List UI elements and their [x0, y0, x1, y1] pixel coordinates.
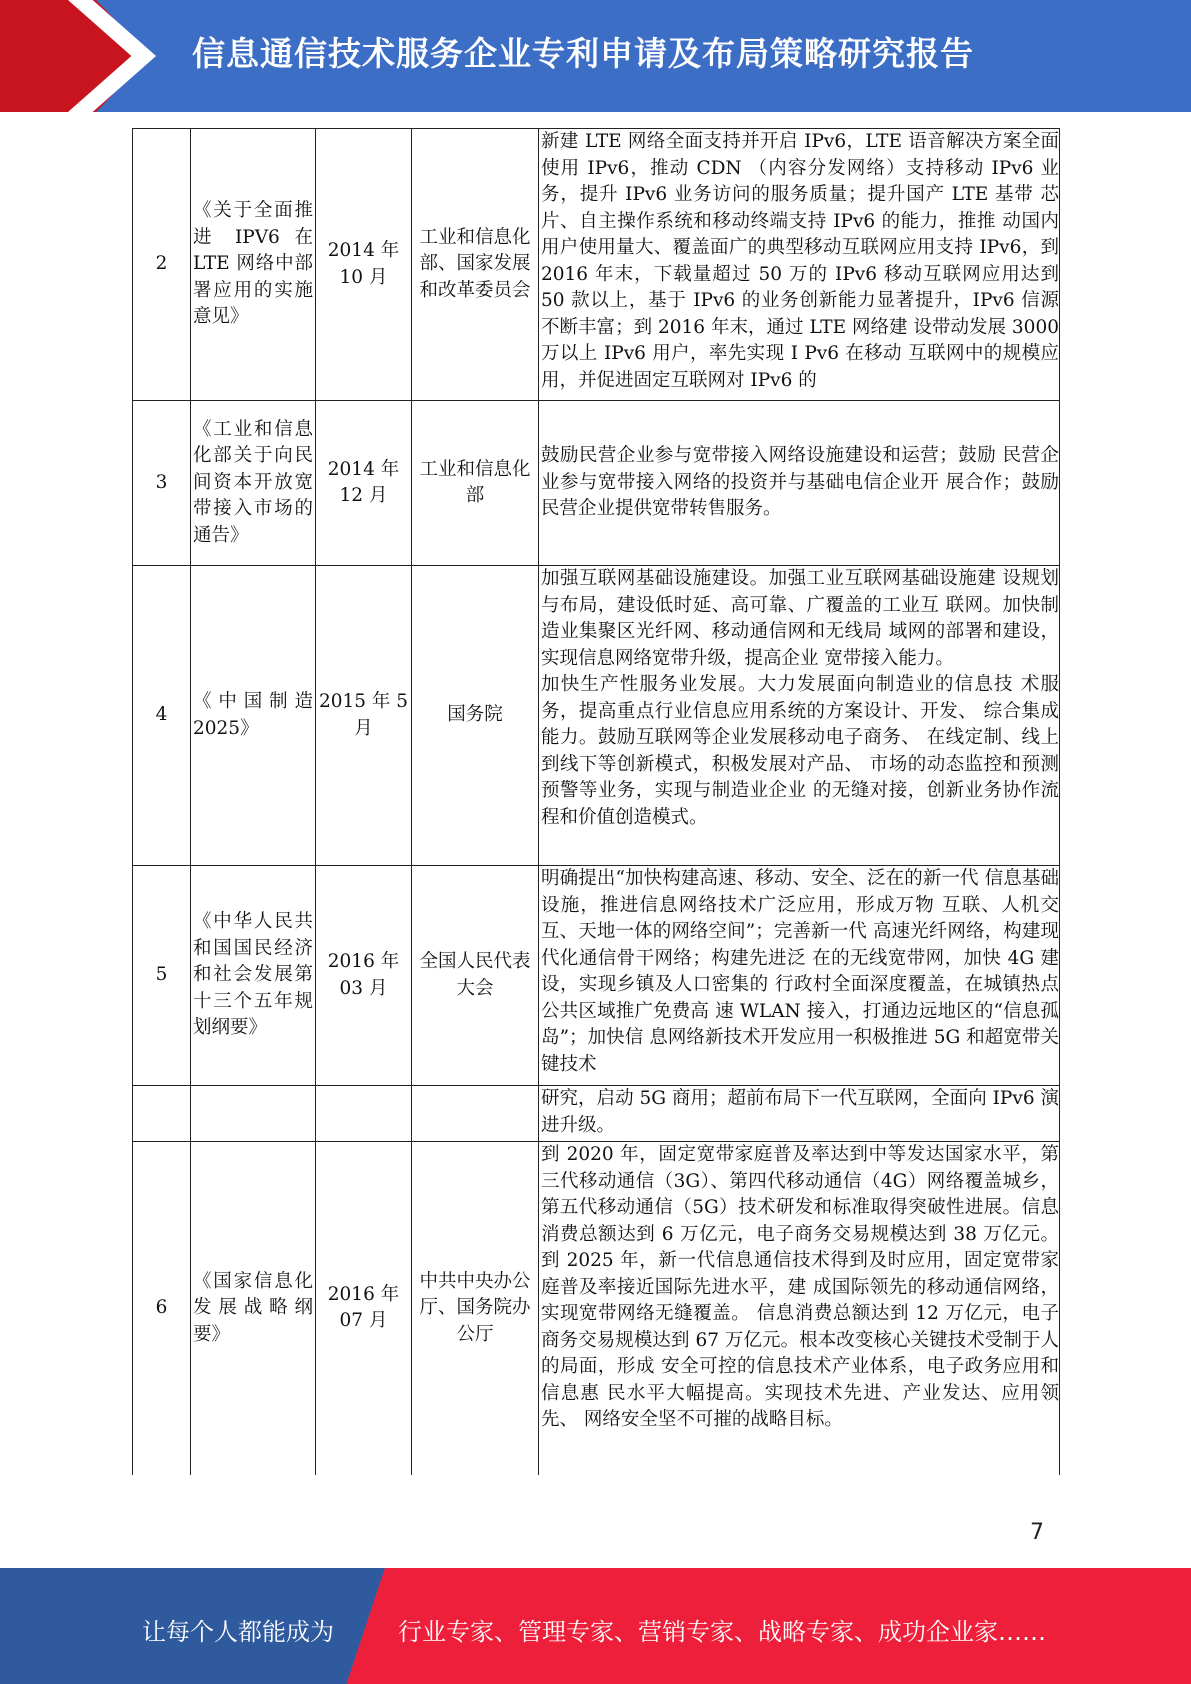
issuing-department: 全国人民代表大会 — [412, 866, 539, 1086]
table-row — [133, 401, 1060, 566]
footer-banner — [0, 1568, 1191, 1684]
header-banner — [0, 0, 1191, 112]
policy-content: 明确提出“加快构建高速、移动、安全、泛在的新一代 信息基础设施，推进信息网络技术广泛应用，形成万物 互联、人机交互、天地一体的网络空间”；完善新一代 高速光纤网络，构建现代化通信骨干网络；构建先进泛 在的无线宽带网，加快 4G 建设，实现乡镇及人口密集的 行政村全面深度覆盖，在城镇热点公共区域推广免费高 速 WLAN 接入，打通边远地区的“信息孤岛”；加快信 息网络新技术开发应用一积极推进 5G 和超宽带关键技术 — [539, 866, 1060, 1086]
policy-title: 《国家信息化发展战略纲要》 — [191, 1142, 316, 1475]
policy-title: 《中华人民共和国国民经济和社会发展第十三个五年规划纲要》 — [191, 866, 316, 1086]
issuing-department: 国务院 — [412, 566, 539, 866]
policy-title: 《关于全面推进 IPV6 在 LTE 网络中部署应用的实施意见》 — [191, 129, 316, 401]
issuing-department: 中共中央办公厅、国务院办公厅 — [412, 1142, 539, 1475]
row-number: 3 — [133, 401, 191, 566]
policy-title — [191, 1086, 316, 1142]
report-title: 信息通信技术服务企业专利申请及布局策略研究报告 — [192, 34, 974, 73]
issue-date: 2014 年 10 月 — [316, 129, 412, 401]
page-number: 7 — [1030, 1520, 1044, 1545]
table-row — [133, 866, 1060, 1086]
policy-content: 新建 LTE 网络全面支持并开启 IPv6，LTE 语音解决方案全面使用 IPv6，推动 CDN （内容分发网络）支持移动 IPv6 业务，提升 IPv6 业务访问的服务质量；提升国产 LTE 基带 芯片、自主操作系统和移动终端支持 IPv6 的能力，推推 动国内用户使用量大、覆盖面广的典型移动互联网应用支持 IPv6，到 2016 年末，下载量超过 50 万的 IPv6 移动互联网应用达到 50 款以上，基于 IPv6 的业务创新能力显著提升，IPv6 信源不断丰富；到 2016 年末，通过 LTE 网络建 设带动发展 3000 万以上 IPv6 用户，率先实现 I Pv6 在移动 互联网中的规模应用，并促进固定互联网对 IPv6 的 — [539, 129, 1060, 401]
policy-content: 研究，启动 5G 商用；超前布局下一代互联网，全面向 IPv6 演进升级。 — [539, 1086, 1060, 1142]
table-row — [133, 129, 1060, 401]
policy-content-paragraph: 加快生产性服务业发展。大力发展面向制造业的信息技 术服务，提高重点行业信息应用系统的方案设计、开发、 综合集成能力。鼓励互联网等企业发展移动电子商务、 在线定制、线上到线下等创新模式，积极发展对产品、 市场的动态监控和预测预警等业务，实现与制造业企业 的无缝对接，创新业务协作流程和价值创造模式。 — [541, 674, 1059, 828]
policy-content: 鼓励民营企业参与宽带接入网络设施建设和运营；鼓励 民营企业参与宽带接入网络的投资并与基础电信企业开 展合作；鼓励民营企业提供宽带转售服务。 — [539, 401, 1060, 566]
row-number: 5 — [133, 866, 191, 1086]
issue-date: 2016 年 07 月 — [316, 1142, 412, 1475]
table-row — [133, 566, 1060, 866]
issuing-department — [412, 1086, 539, 1142]
issuing-department: 工业和信息化部、国家发展和改革委员会 — [412, 129, 539, 401]
issue-date — [316, 1086, 412, 1142]
issue-date: 2015 年 5 月 — [316, 566, 412, 866]
row-number — [133, 1086, 191, 1142]
policy-title: 《中国制造 2025》 — [191, 566, 316, 866]
issue-date: 2016 年 03 月 — [316, 866, 412, 1086]
footer-slogan-left: 让每个人都能成为 — [142, 1618, 334, 1646]
table-row — [133, 1086, 1060, 1142]
issuing-department: 工业和信息化部 — [412, 401, 539, 566]
footer-slogan-right: 行业专家、管理专家、营销专家、战略专家、成功企业家…… — [398, 1618, 1046, 1646]
policy-title: 《工业和信息化部关于向民间资本开放宽带接入市场的 通告》 — [191, 401, 316, 566]
policy-table — [132, 128, 1060, 1475]
issue-date: 2014 年 12 月 — [316, 401, 412, 566]
policy-content: 到 2020 年，固定宽带家庭普及率达到中等发达国家水平，第三代移动通信（3G）、第四代移动通信（4G）网络覆盖城乡，第五代移动通信（5G）技术研发和标准取得突破性进展。信息消费总额达到 6 万亿元，电子商务交易规模达到 38 万亿元。到 2025 年，新一代信息通信技术得到及时应用，固定宽带家庭普及率接近国际先进水平，建 成国际领先的移动通信网络，实现宽带网络无缝覆盖。 信息消费总额达到 12 万亿元，电子商务交易规模达到 67 万亿元。根本改变核心关键技术受制于人的局面，形成 安全可控的信息技术产业体系，电子政务应用和信息惠 民水平大幅提高。实现技术先进、产业发达、应用领先、 网络安全坚不可摧的战略目标。 — [539, 1142, 1060, 1475]
header-red-arrow — [0, 0, 150, 112]
table-row — [133, 1142, 1060, 1475]
row-number: 6 — [133, 1142, 191, 1475]
policy-content-paragraph: 加强互联网基础设施建设。加强工业互联网基础设施建 设规划与布局，建设低时延、高可靠、广覆盖的工业互 联网。加快制造业集聚区光纤网、移动通信网和无线局 域网的部署和建设，实现信息网络宽带升级，提高企业 宽带接入能力。 — [541, 568, 1059, 669]
row-number: 2 — [133, 129, 191, 401]
row-number: 4 — [133, 566, 191, 866]
policy-content — [539, 566, 1060, 866]
